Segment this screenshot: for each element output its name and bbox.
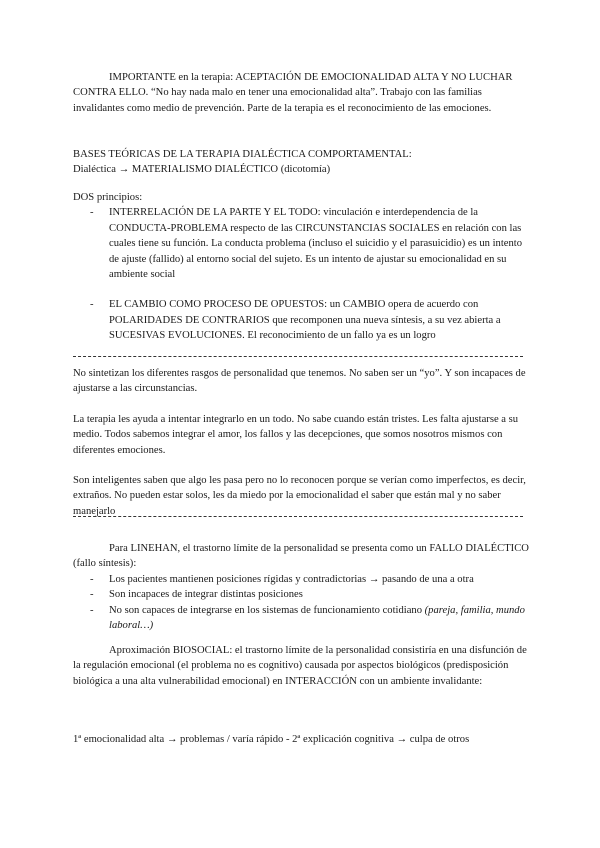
biosocial-paragraph: Aproximación BIOSOCIAL: el trastorno límite de la personalidad consistiría en una disfunción de la regulación emocional (el problema no es cognitivo) causada por aspectos biológicos (predisposición biológica a una alta vulnerabilidad emocional) en INTERACCIÓN con un ambiente invalidante:: [73, 645, 527, 687]
linehan-list: [73, 572, 529, 634]
list-item: [73, 297, 529, 343]
paragraph: No sintetizan los diferentes rasgos de personalidad que tenemos. No saben ser un “yo”. Y son incapaces de ajustarse a las circunstancias.: [73, 368, 526, 395]
linehan-item-text: No son capaces de integrarse en los sistemas de funcionamiento cotidiano: [109, 604, 425, 616]
principles-list: [73, 205, 529, 343]
dash-bullet: -: [90, 604, 94, 616]
dash-bullet: -: [90, 207, 94, 219]
list-item: [73, 572, 529, 587]
dashed-separator: [73, 516, 523, 517]
linehan-item-text: Son incapaces de integrar distintas posiciones: [109, 589, 303, 601]
bases-section: [73, 147, 529, 178]
paragraph: Son inteligentes saben que algo les pasa pero no lo reconocen porque se verían como imperfectos, es decir, extraños. No pueden estar solos, les da miedo por la emocionalidad el saber que están mal y no saber manejarlo: [73, 475, 526, 517]
linehan-item-italic: (pareja, familia, mundo laboral…): [109, 604, 525, 632]
principle-text: INTERRELACIÓN DE LA PARTE Y EL TODO: vinculación e interdependencia de la CONDUCTA-PROBLEMA respecto de las CIRCUNSTANCIAS SOCIALES en relación con las cuales tiene su función. La conducta problema (incluso el suicidio y el parasuicidio) es un intento de ajuste (fallido) al entorno social del sujeto. Es un intento de ajustar su emocionalidad en su ambiente social: [109, 207, 523, 281]
list-item: [73, 205, 529, 282]
list-item: [73, 603, 529, 634]
bases-heading: BASES TEÓRICAS DE LA TERAPIA DIALÉCTICA COMPORTAMENTAL:: [73, 149, 412, 160]
bases-line: Dialéctica → MATERIALISMO DIALÉCTICO (dicotomía): [73, 164, 331, 176]
paragraph: La terapia les ayuda a intentar integrarlo en un todo. No sabe cuando están tristes. Les falta ajustarse a su medio. Todos sabemos integrar el amor, los fallos y las decepciones, que somos nosotros mismos con diferentes emociones.: [73, 413, 519, 456]
separated-section: [73, 366, 529, 519]
principles-intro: DOS principios:: [73, 192, 143, 203]
dash-bullet: -: [90, 299, 94, 311]
list-item: [73, 587, 529, 602]
principles-section: [73, 190, 529, 344]
important-note: IMPORTANTE en la terapia: ACEPTACIÓN DE EMOCIONALIDAD ALTA Y NO LUCHAR CONTRA ELLO. “No hay nada malo en tener una emocionalidad alta”. Trabajo con las familias invalidantes como medio de prevención. Parte de la terapia es el reconocimiento de las emociones.: [73, 72, 513, 114]
dash-bullet: -: [90, 573, 94, 585]
dash-bullet: -: [90, 589, 94, 601]
dashed-separator: [73, 356, 523, 357]
principle-text: EL CAMBIO COMO PROCESO DE OPUESTOS: un CAMBIO opera de acuerdo con POLARIDADES DE CONTRARIOS que recomponen una nueva síntesis, a su vez abierta a SUCESIVAS EVOLUCIONES. El reconocimiento de un fallo ya es un logro: [109, 299, 501, 342]
linehan-section: [73, 541, 529, 633]
sequence-line: 1ª emocionalidad alta → problemas / varía rápido - 2ª explicación cognitiva → culpa de otros: [73, 734, 470, 745]
linehan-intro: Para LINEHAN, el trastorno límite de la personalidad se presenta como un FALLO DIALÉCTICO (fallo síntesis):: [73, 543, 529, 570]
linehan-item-text: Los pacientes mantienen posiciones rígidas y contradictorias → pasando de una a otra: [109, 573, 474, 585]
